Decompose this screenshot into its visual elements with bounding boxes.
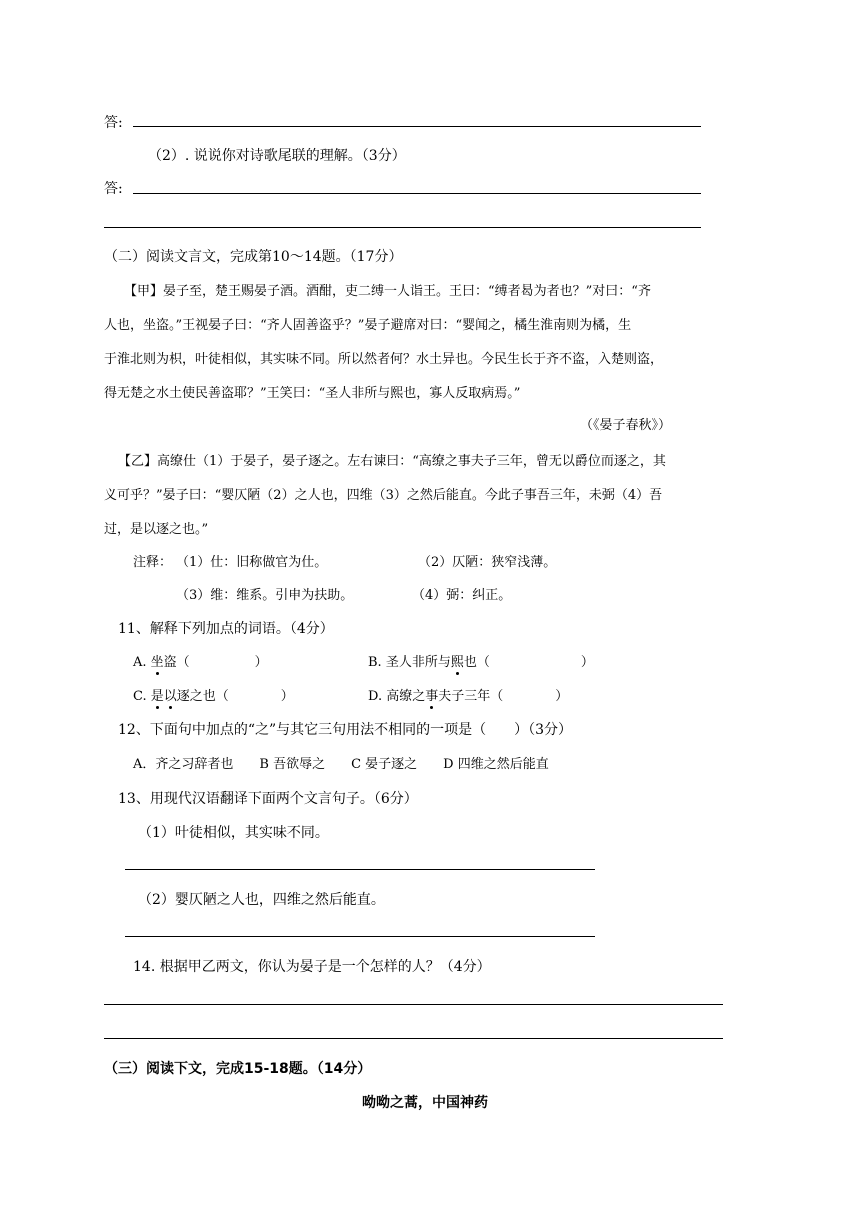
dotted-char: 熙 bbox=[451, 651, 464, 670]
note-2: （2）仄陋：狭窄浅薄。 bbox=[418, 555, 557, 570]
answer-line-14-2[interactable] bbox=[104, 1038, 723, 1039]
dotted-char: 事 bbox=[425, 685, 438, 704]
question-13-sentence-1: （1）叶徒相似，其实味不同。 bbox=[138, 825, 329, 841]
passage-jia-line-1: 【甲】晏子至，楚王赐晏子酒。酒酣，吏二缚一人诣王。王曰：“缚者曷为者也？”对曰：“齐 bbox=[124, 284, 651, 299]
passage-jia-line-4: 得无楚之水土使民善盗耶？”王笑曰：“圣人非所与熙也，寡人反取病焉。” bbox=[104, 386, 521, 401]
passage-yi-line-3: 过，是以逐之也。” bbox=[104, 522, 209, 537]
passage-jia-source: （《晏子春秋》） bbox=[580, 418, 672, 433]
question-11-option-a: A. 坐盗（ ） bbox=[133, 651, 268, 670]
passage-jia-line-3: 于淮北则为枳，叶徒相似，其实味不同。所以然者何？水土异也。今民生长于齐不盗，入楚则盗， bbox=[104, 352, 664, 367]
question-13-sentence-2: （2）婴仄陋之人也，四维之然后能直。 bbox=[138, 892, 385, 908]
answer-line-13-2[interactable] bbox=[125, 936, 595, 937]
passage-yi-line-2: 义可乎？”晏子曰：“婴仄陋（2）之人也，四维（3）之然后能直。今此子事吾三年，未弼（4）吾 bbox=[104, 488, 663, 503]
question-12-stem: 12、下面句中加点的“之”与其它三句用法不相同的一项是（ ）（3分） bbox=[118, 722, 573, 738]
question-13-stem: 13、用现代汉语翻译下面两个文言句子。（6分） bbox=[118, 791, 418, 807]
passage-jia-line-2: 人也，坐盗。”王视晏子曰：“齐人固善盗乎？”晏子避席对曰：“婴闻之，橘生淮南则为橘，生 bbox=[104, 318, 632, 333]
notes-label: 注释： bbox=[133, 555, 173, 570]
question-12-options: A．齐之习辞者也 B 吾欲辱之 C 晏子逐之 D 四维之然后能直 bbox=[133, 757, 549, 772]
question-14-stem: 14. 根据甲乙两文，你认为晏子是一个怎样的人？（4分） bbox=[133, 959, 491, 975]
answer-line-3[interactable] bbox=[104, 227, 701, 228]
article-title: 呦呦之蒿，中国神药 bbox=[362, 1095, 488, 1111]
answer-line-14-1[interactable] bbox=[104, 1004, 723, 1005]
passage-yi-line-1: 【乙】高缭仕（1）于晏子，晏子逐之。左右谏曰：“高缭之事夫子三年，曾无以爵位而逐之，其 bbox=[118, 454, 666, 469]
note-4: （4）弼：纠正。 bbox=[412, 588, 512, 603]
answer-line-2[interactable] bbox=[133, 193, 701, 194]
section-3-heading: （三）阅读下文，完成15-18题。（14分） bbox=[104, 1061, 372, 1077]
question-9-2: （2）. 说说你对诗歌尾联的理解。（3分） bbox=[148, 148, 406, 164]
answer-line-13-1[interactable] bbox=[125, 869, 595, 870]
section-2-heading: （二）阅读文言文，完成第10～14题。（17分） bbox=[104, 249, 403, 265]
answer-label-1: 答: bbox=[104, 115, 123, 131]
dotted-char: 是 bbox=[151, 685, 164, 704]
dotted-char: 坐 bbox=[151, 651, 164, 670]
question-11-stem: 11、解释下列加点的词语。（4分） bbox=[118, 621, 334, 637]
answer-label-2: 答: bbox=[104, 181, 123, 197]
question-11-option-c: C. 是以逐之也（ ） bbox=[133, 685, 294, 704]
note-1: （1）仕：旧称做官为仕。 bbox=[176, 555, 328, 570]
question-11-option-b: B. 圣人非所与熙也（ ） bbox=[368, 651, 594, 670]
note-3: （3）维：维系。引申为扶助。 bbox=[176, 588, 354, 603]
answer-line-1[interactable] bbox=[133, 126, 701, 127]
question-11-option-d: D. 高缭之事夫子三年（ ） bbox=[368, 685, 568, 704]
dotted-char: 以 bbox=[164, 685, 177, 704]
